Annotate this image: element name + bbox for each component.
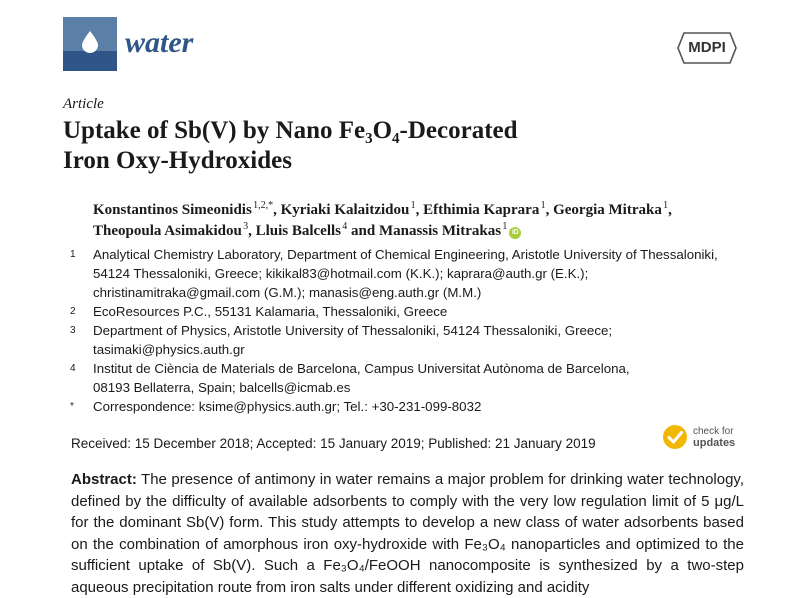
author-affiliation-ref: 1,2,* bbox=[253, 200, 274, 211]
author-list: Konstantinos Simeonidis $^{1,2,*}$, Kyriaki Kalaitzidou $^1$, Efthimia Kaprara $^1$, Georgia Mitraka $^1$, Theopoula Asimakidou $^3$, Lluis Balcells $^4$ and Manassis Mitrakas $^1$iD bbox=[93, 200, 672, 239]
publication-dates: Received: 15 December 2018; Accepted: 15 January 2019; Published: 21 January 2019 bbox=[71, 436, 596, 451]
check-for-label: check for bbox=[693, 426, 734, 437]
author-name[interactable]: Lluis Balcells bbox=[255, 223, 342, 239]
affiliation-text: EcoResources P.C., 55131 Kalamaria, Thessaloniki, Greece bbox=[93, 304, 448, 319]
checkmark-icon bbox=[662, 424, 688, 450]
author-name[interactable]: Georgia Mitraka bbox=[553, 202, 662, 218]
article-title bbox=[63, 116, 518, 176]
author-name[interactable]: Manassis Mitrakas bbox=[378, 223, 502, 239]
affiliation-number: * bbox=[70, 401, 74, 412]
abstract-paragraph bbox=[71, 469, 744, 598]
affiliation-text: Institut de Ciència de Materials de Barcelona, Campus Universitat Autònoma de Barcelona, 08193 Bellaterra, Spain; balcells@icmab.es bbox=[93, 361, 630, 395]
affiliation-number: 3 bbox=[70, 325, 76, 336]
author-name[interactable]: Theopoula Asimakidou bbox=[93, 223, 242, 239]
author-affiliation-ref: 1 bbox=[540, 200, 546, 211]
author-name[interactable]: Konstantinos Simeonidis bbox=[93, 202, 252, 218]
updates-label: updates bbox=[693, 437, 736, 449]
author-affiliation-ref: 3 bbox=[243, 221, 249, 232]
affiliation-text: Correspondence: ksime@physics.auth.gr; Tel.: +30-231-099-8032 bbox=[93, 399, 482, 414]
author-name[interactable]: Kyriaki Kalaitzidou bbox=[280, 202, 410, 218]
title-line-1: Uptake of Sb(V) by Nano Fe₃O₄-Decorated bbox=[63, 117, 518, 144]
affiliation-text: Department of Physics, Aristotle University of Thessaloniki, 54124 Thessaloniki, Greece; tasimaki@physics.auth.gr bbox=[93, 323, 613, 357]
abstract-text: The presence of antimony in water remains a major problem for drinking water technology, defined by the difficulty of available adsorbents to comply with the very low regulation limit of 5 μg/L for the dominant Sb(V) form. This study attempts to develop a new class of water adsorbents based on the combination of amorphous iron oxy-hydroxide with Fe₃O₄ nanoparticles and optimized to the sufficient uptake of Sb(V). Such a Fe₃O₄/FeOOH nanocomposite is synthesized by a two-step aqueous precipitation route from iron salts under different oxidizing and acidity bbox=[71, 471, 744, 596]
author-affiliation-ref: 1 bbox=[663, 200, 669, 211]
affiliation-number: 1 bbox=[70, 249, 76, 260]
affiliation-text: Analytical Chemistry Laboratory, Department of Chemical Engineering, Aristotle University of Thessaloniki, 54124 Thessaloniki, Greece; kikikal83@hotmail.com (K.K.); kaprara@auth.gr (E.K.); christinamitraka@gmail.com (G.M.); manasis@eng.auth.gr (M.M.) bbox=[93, 247, 718, 300]
journal-name[interactable]: water bbox=[125, 26, 194, 59]
affiliation-number: 2 bbox=[70, 306, 76, 317]
author-affiliation-ref: 1 bbox=[502, 221, 508, 232]
journal-logo[interactable] bbox=[63, 17, 117, 71]
author-affiliation-ref: 4 bbox=[342, 221, 348, 232]
water-drop-icon bbox=[82, 31, 98, 53]
article-type: Article bbox=[63, 96, 104, 112]
author-name[interactable]: Efthimia Kaprara bbox=[423, 202, 540, 218]
logo-water-band bbox=[63, 51, 117, 71]
mdpi-logo[interactable] bbox=[676, 30, 738, 71]
mdpi-logo-text: MDPI bbox=[688, 39, 726, 56]
title-line-2: Iron Oxy-Hydroxides bbox=[63, 147, 292, 174]
abstract-label: Abstract: bbox=[71, 471, 137, 488]
author-affiliation-ref: 1 bbox=[410, 200, 416, 211]
orcid-icon[interactable]: iD bbox=[509, 227, 521, 239]
affiliation-number: 4 bbox=[70, 363, 76, 374]
